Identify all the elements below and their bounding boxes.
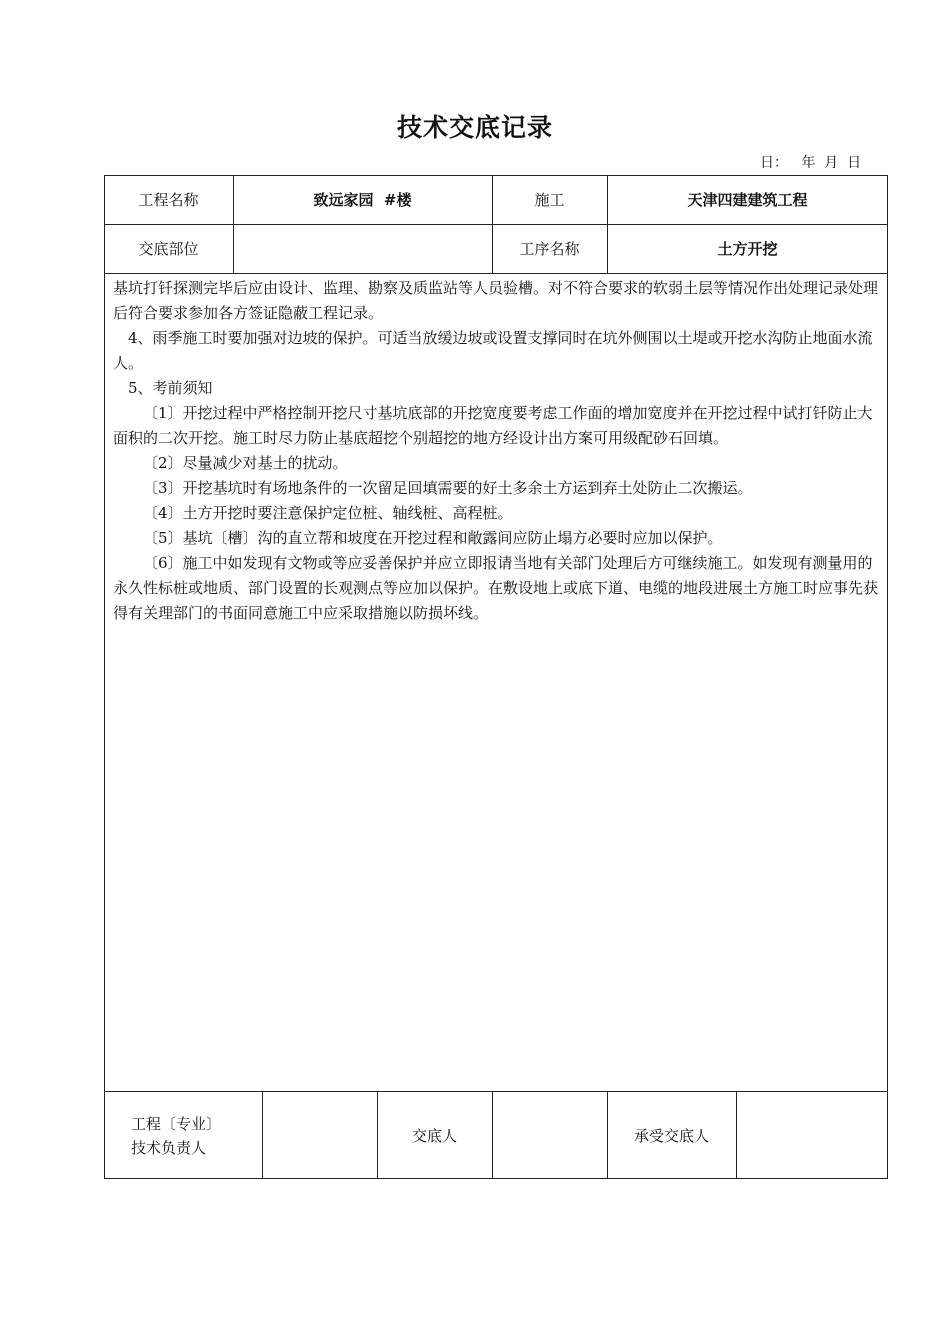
discloser-label: 交底人: [411, 1126, 457, 1145]
content-paragraph: 〔3〕开挖基坑时有场地条件的一次留足回填需要的好土多余土方运到弃土处防止二次搬运。: [143, 479, 753, 497]
content-paragraph: 〔1〕开挖过程中严格控制开挖尺寸基坑底部的开挖宽度要考虑工作面的增加宽度并在开挖过程中试打钎防止大面积的二次开挖。施工时尽力防止基底超挖个别超挖的地方经设计出方案可用级配砂石回填。: [113, 404, 873, 447]
discloser-signature: [492, 1091, 607, 1179]
disclosure-content: [113, 276, 881, 626]
project-name-label: 工程名称: [138, 191, 199, 209]
content-paragraph: 〔6〕施工中如发现有文物或等应妥善保护并应立即报请当地有关部门处理后方可继续施工。如发现有测量用的永久性标桩或地质、部门设置的长观测点等应加以保护。在敷设地上或底下道、电缆的地段进展土方施工时应事先获得有关理部门的书面同意施工中应采取措施以防损坏线。: [113, 554, 879, 622]
tech-lead-signature: [262, 1091, 377, 1179]
part-label: 交底部位: [138, 240, 199, 258]
process-label: 工序名称: [519, 240, 580, 258]
content-paragraph: 〔4〕土方开挖时要注意保护定位桩、轴线桩、高程桩。: [143, 504, 513, 522]
date-line: 日： 年 月 日: [760, 155, 862, 171]
project-name-value: 致远家园 #楼: [313, 191, 412, 209]
content-paragraph: 4、雨季施工时要加强对边坡的保护。可适当放缓边坡或设置支撑同时在坑外侧围以土堤或开挖水沟防止地面水流人。: [113, 329, 873, 372]
content-paragraph: 〔5〕基坑〔槽〕沟的直立帮和坡度在开挖过程和敞露间应防止塌方必要时应加以保护。: [143, 529, 723, 547]
construction-label: 施工: [534, 191, 565, 209]
part-value: [233, 224, 492, 273]
process-value: 土方开挖: [717, 240, 778, 258]
document-title: 技术交底记录: [396, 113, 553, 142]
receiver-label: 承受交底人: [633, 1126, 709, 1145]
content-paragraph: 基坑打钎探测完毕后应由设计、监理、勘察及质监站等人员验槽。对不符合要求的软弱土层等情况作出处理记录处理后符合要求参加各方签证隐蔽工程记录。: [113, 279, 879, 322]
receiver-signature: [736, 1091, 888, 1179]
tech-lead-label: [131, 1112, 221, 1160]
content-paragraph: 5、考前须知: [128, 379, 213, 397]
tech-lead-label-line1: 工程〔专业〕: [131, 1115, 222, 1133]
row-divider: [104, 273, 888, 274]
content-paragraph: 〔2〕尽量减少对基土的扰动。: [143, 454, 348, 472]
construction-value: 天津四建建筑工程: [687, 191, 808, 209]
tech-lead-label-line2: 技术负责人: [131, 1139, 207, 1157]
